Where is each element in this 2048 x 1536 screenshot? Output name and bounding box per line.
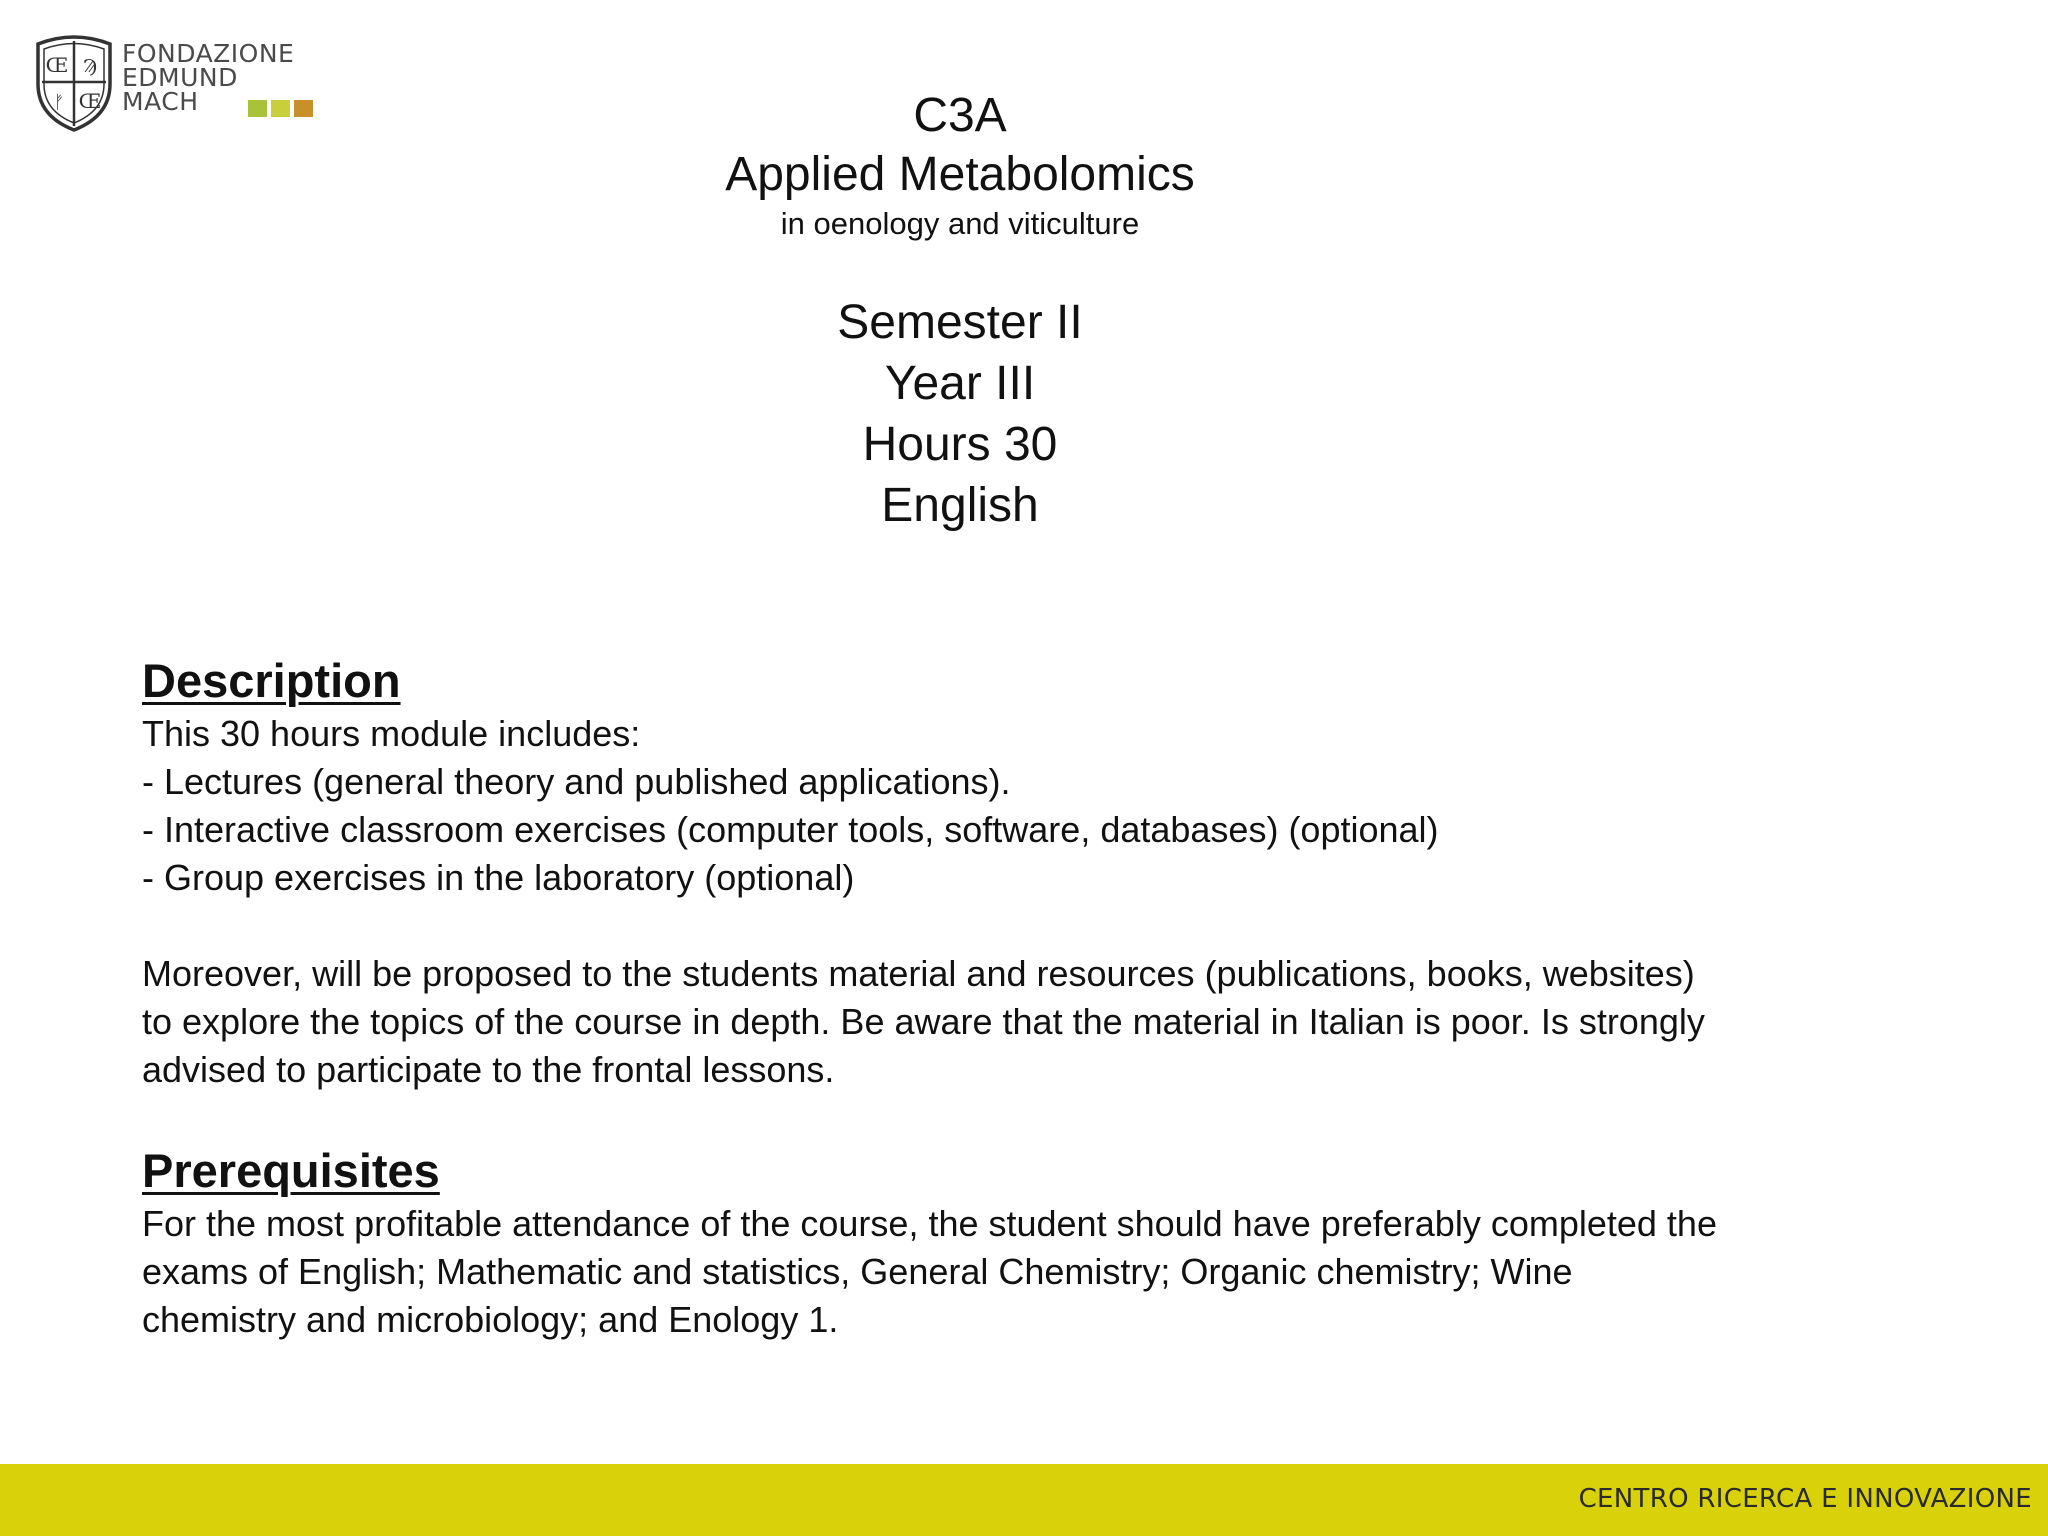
prerequisites-heading: Prerequisites [142,1144,440,1197]
course-code: C3A [913,89,1007,142]
spacer [142,902,1942,950]
course-meta [0,292,1920,536]
course-title: Applied Metabolomics [725,148,1195,201]
description-heading: Description [142,654,401,707]
prerequisites-line: chemistry and microbiology; and Enology 1. [142,1299,839,1340]
svg-text:Ϡ: Ϡ [82,56,98,77]
svg-text:Œ: Œ [45,53,69,77]
logo-line-1: FONDAZIONE [122,39,295,68]
year-label: Year III [884,357,1036,410]
description-line: advised to participate to the frontal lessons. [142,1049,835,1090]
footer-bar [0,1464,2048,1536]
svg-text:Œ: Œ [78,89,102,113]
description-item: - Group exercises in the laboratory (optional) [142,857,855,898]
language-label: English [881,479,1039,532]
prerequisites-line: exams of English; Mathematic and statistics, General Chemistry; Organic chemistry; Wine [142,1251,1573,1292]
logo-line-3: MACH [122,87,199,116]
footer-label: CENTRO RICERCA E INNOVAZIONE [1578,1484,2032,1514]
description-line: Moreover, will be proposed to the students material and resources (publications, books, websites) [142,953,1695,994]
description-line: to explore the topics of the course in depth. Be aware that the material in Italian is poor. Is strongly [142,1001,1705,1042]
course-title-block [0,88,1920,242]
description-item: - Lectures (general theory and published applications). [142,761,1011,802]
logo-line-2: EDMUND [122,63,238,92]
prerequisites-line: For the most profitable attendance of the course, the student should have preferably completed the [142,1203,1717,1244]
description-intro: This 30 hours module includes: [142,713,641,754]
course-body [142,652,1942,1344]
course-subtitle: in oenology and viticulture [780,206,1140,241]
hours-label: Hours 30 [862,418,1058,471]
svg-text:ᚠ: ᚠ [53,92,65,113]
semester-label: Semester II [837,296,1083,349]
spacer [142,1094,1942,1142]
description-item: - Interactive classroom exercises (computer tools, software, databases) (optional) [142,809,1439,850]
